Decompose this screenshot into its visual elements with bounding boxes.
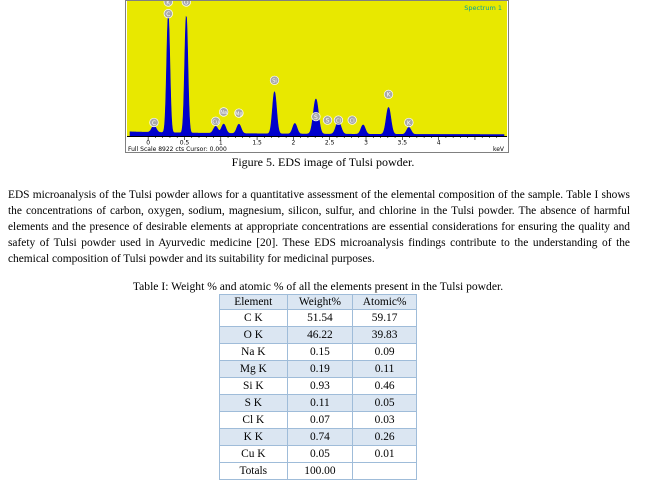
peak-label: C	[151, 119, 157, 127]
x-tick-label: 1	[218, 139, 223, 147]
header-atomic: Atomic%	[353, 295, 417, 310]
body-paragraph: EDS microanalysis of the Tulsi powder allows for a quantitative assessment of the elemental composition of the sample. Table I shows the concentrations of carbon, oxygen, sodium, magnesium, silicon, sulfur, and chlorine in the Tulsi powder. The absence of harmful elements and the presence of desirable elements at appropriate concentrations are essential considerations for ensuring the quality and safety of Tulsi powder used in Ayurvedic medicine [20]. These EDS microanalysis findings contribute to the understanding of the chemical composition of Tulsi powder and its suitability for medicinal purposes.	[8, 189, 630, 265]
table-header-row	[220, 295, 417, 310]
x-tick-label: 3.5	[397, 139, 408, 147]
cell-element: C K	[220, 310, 288, 327]
table-row	[220, 361, 417, 378]
peak-label: K	[406, 119, 411, 127]
x-tick-label: 0.5	[179, 139, 190, 147]
peak-label: Na	[220, 110, 228, 117]
table-row	[220, 446, 417, 463]
x-tick-label: 2	[291, 139, 296, 147]
peak-label: Si	[272, 78, 277, 85]
cell-weight: 0.74	[287, 429, 353, 446]
element-composition-table	[219, 294, 417, 480]
peak-label: K	[166, 1, 171, 7]
x-tick-label: 1.5	[252, 139, 262, 147]
peak-label: C	[166, 10, 171, 18]
x-tick-label: 0	[146, 139, 151, 147]
cell-weight: 0.05	[287, 446, 353, 463]
spectrum-title: Spectrum 1	[464, 4, 502, 12]
cell-atomic: 0.26	[353, 429, 417, 446]
eds-spectrum-figure	[125, 0, 509, 153]
figure-caption: Figure 5. EDS image of Tulsi powder.	[231, 155, 415, 169]
cell-element: S K	[220, 395, 288, 412]
cell-weight: 51.54	[287, 310, 353, 327]
table-caption: Table I: Weight % and atomic % of all the elements present in the Tulsi powder.	[132, 280, 504, 293]
peak-label: Cl	[349, 118, 355, 125]
cell-atomic: 0.01	[353, 446, 417, 463]
table-row	[220, 344, 417, 361]
cell-element: Cu K	[220, 446, 288, 463]
cell-element: Totals	[220, 463, 288, 480]
table-totals-row	[220, 463, 417, 480]
x-tick-label: 2.5	[324, 139, 335, 147]
table-row	[220, 429, 417, 446]
x-axis-unit: keV	[492, 146, 504, 152]
cell-element: Cl K	[220, 412, 288, 429]
cell-atomic: 59.17	[353, 310, 417, 327]
cell-atomic: 0.46	[353, 378, 417, 395]
cell-atomic: 0.03	[353, 412, 417, 429]
table-row	[220, 310, 417, 327]
peak-label: S	[314, 113, 318, 121]
cell-element: K K	[220, 429, 288, 446]
cell-weight: 0.93	[287, 378, 353, 395]
x-tick-label: 3	[364, 139, 368, 147]
cell-weight: 100.00	[287, 463, 353, 480]
header-element: Element	[220, 295, 288, 310]
table-row	[220, 327, 417, 344]
full-scale-readout: Full Scale 8922 cts Cursor: 0.000	[128, 146, 227, 152]
peak-label: Mg	[235, 111, 243, 118]
cell-weight: 0.11	[287, 395, 353, 412]
cell-atomic: 39.83	[353, 327, 417, 344]
cell-weight: 0.15	[287, 344, 353, 361]
cell-weight: 0.19	[287, 361, 353, 378]
cell-weight: 46.22	[287, 327, 353, 344]
cell-atomic	[353, 463, 417, 480]
peak-label: O	[183, 1, 189, 7]
table-body	[220, 310, 417, 480]
peak-label: S	[325, 117, 330, 125]
cell-element: O K	[220, 327, 288, 344]
peak-label: Cu	[212, 119, 220, 126]
table-row	[220, 412, 417, 429]
table-row	[220, 395, 417, 412]
x-tick-label: 4	[436, 139, 441, 147]
header-weight: Weight%	[287, 295, 353, 310]
peak-label: Cl	[335, 118, 341, 125]
cell-element: Na K	[220, 344, 288, 361]
cell-atomic: 0.05	[353, 395, 417, 412]
cell-atomic: 0.11	[353, 361, 417, 378]
table-row	[220, 378, 417, 395]
cell-element: Mg K	[220, 361, 288, 378]
cell-atomic: 0.09	[353, 344, 417, 361]
spectrum-chart	[126, 1, 508, 152]
peak-label: K	[386, 91, 391, 99]
cell-weight: 0.07	[287, 412, 353, 429]
cell-element: Si K	[220, 378, 288, 395]
